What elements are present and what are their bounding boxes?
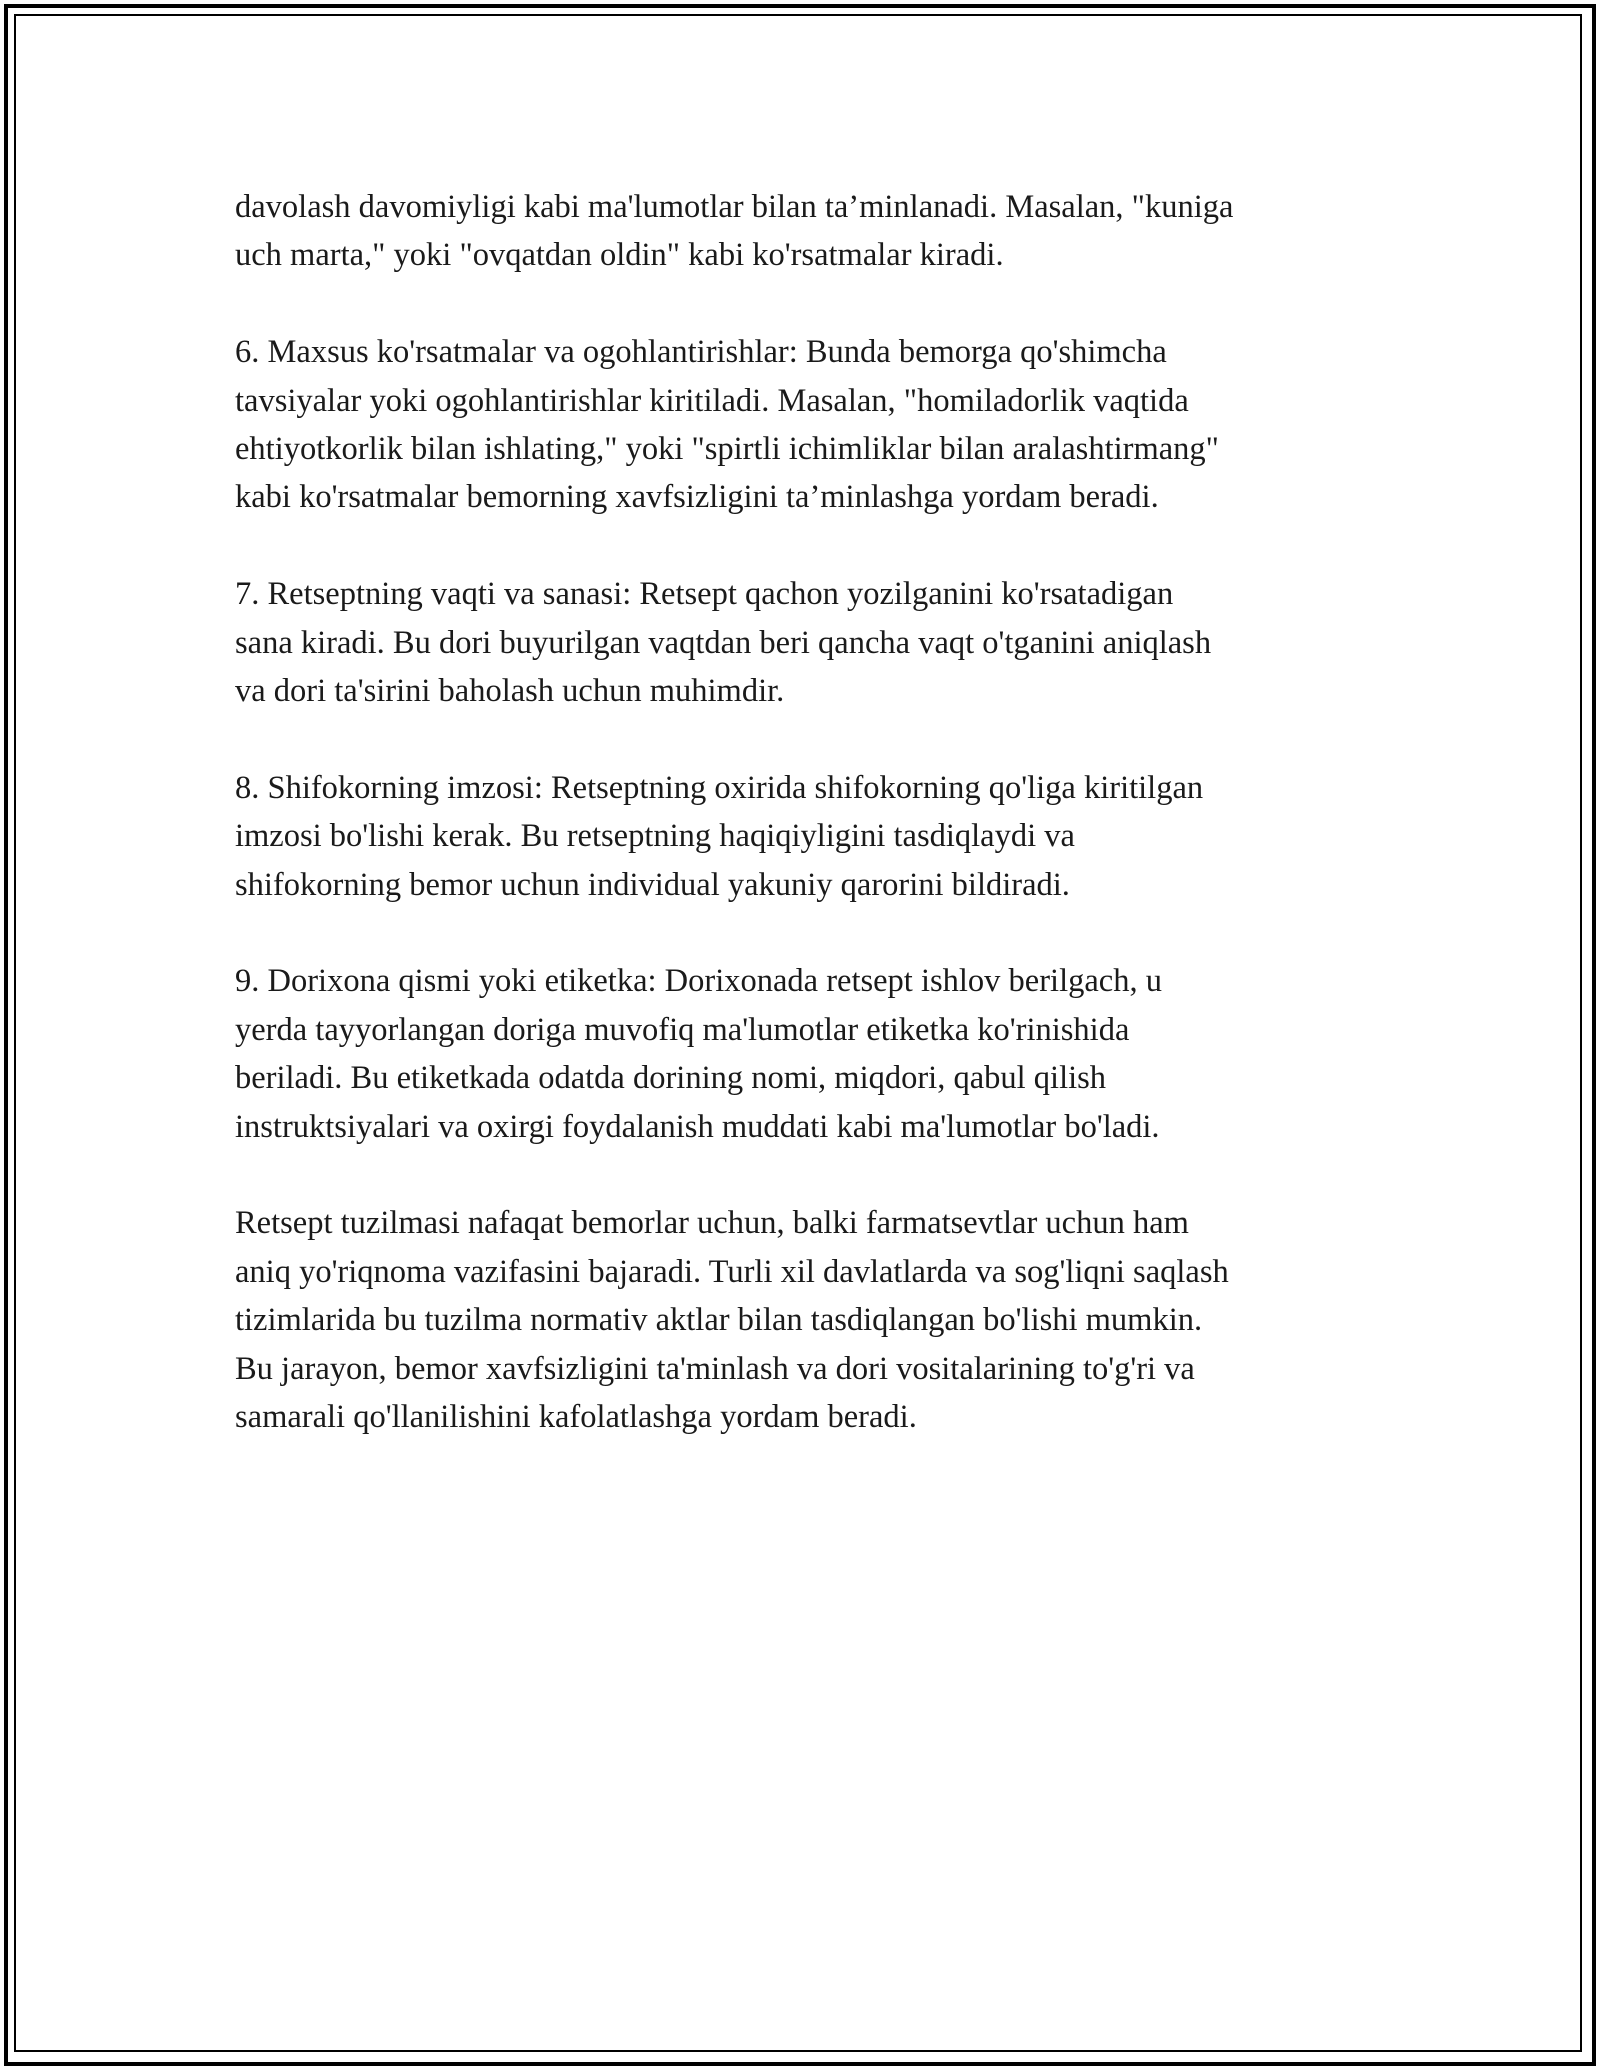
text-line: beriladi. Bu etiketkada odatda dorining nomi, miqdori, qabul qilish bbox=[235, 1060, 1107, 1097]
paragraph-special-instructions bbox=[235, 328, 1370, 522]
text-line: uch marta," yoki "ovqatdan oldin" kabi ko'rsatmalar kiradi. bbox=[235, 237, 1004, 274]
text-line: instruktsiyalari va oxirgi foydalanish muddati kabi ma'lumotlar bo'ladi. bbox=[235, 1108, 1160, 1145]
paragraph-prescription-date bbox=[235, 570, 1370, 715]
text-line: 6. Maxsus ko'rsatmalar va ogohlantirishlar: Bunda bemorga qo'shimcha bbox=[235, 334, 1167, 371]
text-line: kabi ko'rsatmalar bemorning xavfsizligini ta’minlashga yordam beradi. bbox=[235, 479, 1159, 516]
text-line: 7. Retseptning vaqti va sanasi: Retsept qachon yozilganini ko'rsatadigan bbox=[235, 576, 1174, 613]
paragraph-dosage-continuation bbox=[235, 183, 1370, 280]
text-line: shifokorning bemor uchun individual yakuniy qarorini bildiradi. bbox=[235, 866, 1070, 903]
text-line: davolash davomiyligi kabi ma'lumotlar bilan ta’minlanadi. Masalan, "kuniga bbox=[235, 189, 1234, 225]
text-line: 9. Dorixona qismi yoki etiketka: Dorixonada retsept ishlov berilgach, u bbox=[235, 963, 1162, 1000]
document-body bbox=[235, 183, 1370, 1441]
text-line: tizimlarida bu tuzilma normativ aktlar bilan tasdiqlangan bo'lishi mumkin. bbox=[235, 1302, 1203, 1339]
text-line: ehtiyotkorlik bilan ishlating," yoki "spirtli ichimliklar bilan aralashtirmang" bbox=[235, 431, 1219, 468]
text-line: samarali qo'llanilishini kafolatlashga yordam beradi. bbox=[235, 1399, 917, 1436]
text-line: imzosi bo'lishi kerak. Bu retseptning haqiqiyligini tasdiqlaydi va bbox=[235, 818, 1075, 855]
text-line: 8. Shifokorning imzosi: Retseptning oxirida shifokorning qo'liga kiritilgan bbox=[235, 769, 1204, 806]
text-line: aniq yo'riqnoma vazifasini bajaradi. Turli xil davlatlarda va sog'liqni saqlash bbox=[235, 1253, 1229, 1290]
text-line: va dori ta'sirini baholash uchun muhimdir. bbox=[235, 673, 785, 710]
text-line: Bu jarayon, bemor xavfsizligini ta'minlash va dori vositalarining to'g'ri va bbox=[235, 1350, 1195, 1387]
text-line: tavsiyalar yoki ogohlantirishlar kiritiladi. Masalan, "homiladorlik vaqtida bbox=[235, 382, 1189, 419]
paragraph-pharmacy-label bbox=[235, 957, 1370, 1151]
text-line: sana kiradi. Bu dori buyurilgan vaqtdan beri qancha vaqt o'tganini aniqlash bbox=[235, 624, 1212, 661]
paragraph-doctor-signature bbox=[235, 764, 1370, 909]
text-line: Retsept tuzilmasi nafaqat bemorlar uchun, balki farmatsevtlar uchun ham bbox=[235, 1205, 1189, 1242]
text-line: yerda tayyorlangan doriga muvofiq ma'lumotlar etiketka ko'rinishida bbox=[235, 1011, 1130, 1048]
paragraph-conclusion bbox=[235, 1199, 1370, 1441]
